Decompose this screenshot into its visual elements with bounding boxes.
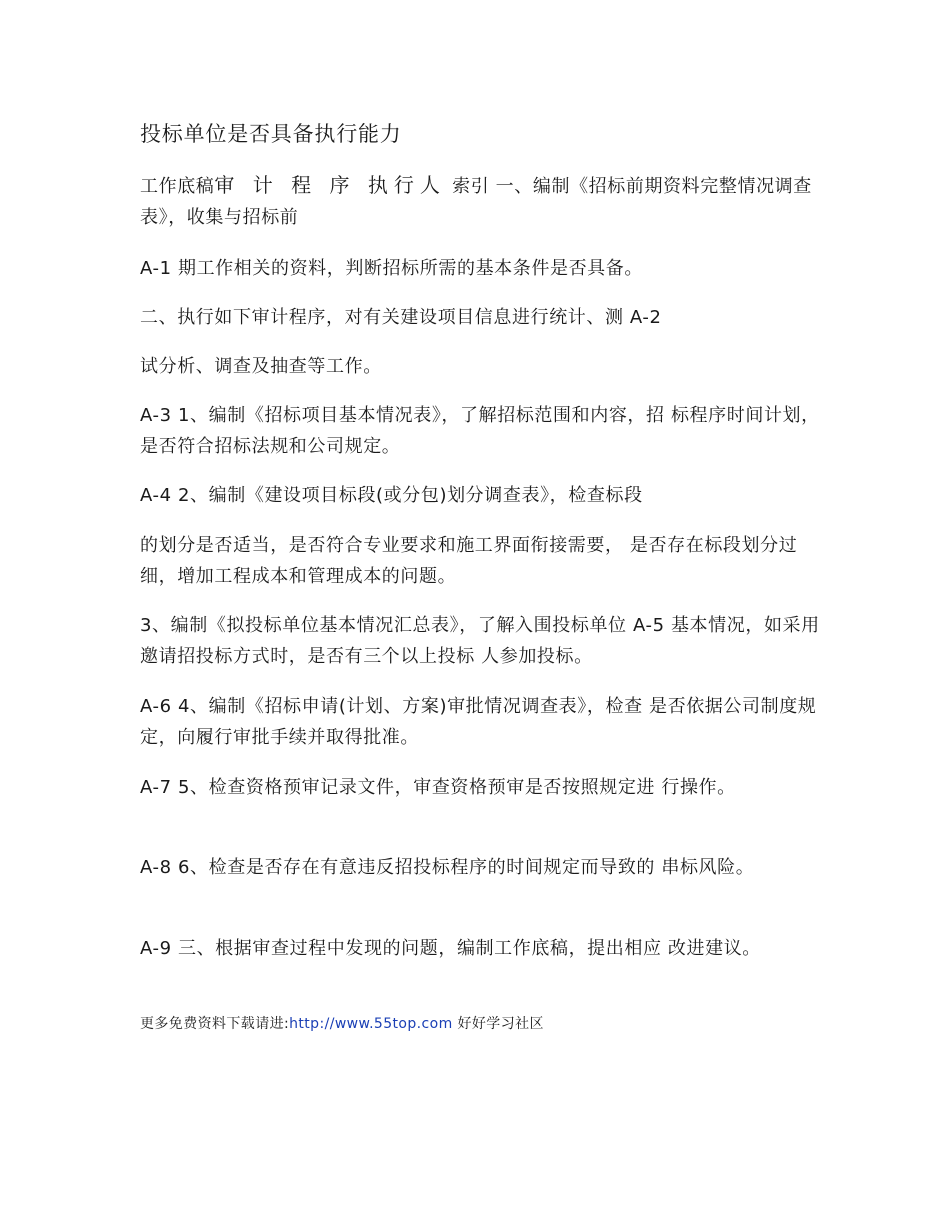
footer-link[interactable]: http://www.55top.com xyxy=(289,1016,453,1032)
paragraph-section-two-cont: 试分析、调查及抽查等工作。 xyxy=(140,356,382,377)
paragraph-a4: A-4 2、编制《建设项目标段(或分包)划分调查表》，检查标段 xyxy=(140,485,643,506)
paragraph-a8: A-8 6、检查是否存在有意违反招投标程序的时间规定而导致的 串标风险。 xyxy=(140,857,755,878)
paragraph-a1: A-1 期工作相关的资料，判断招标所需的基本条件是否具备。 xyxy=(140,258,643,279)
paragraph-a9: A-9 三、根据审查过程中发现的问题，编制工作底稿，提出相应 改进建议。 xyxy=(140,938,761,959)
paragraph-a7: A-7 5、检查资格预审记录文件，审查资格预审是否按照规定进 行操作。 xyxy=(140,777,736,798)
paragraph-a4-cont: 的划分是否适当，是否符合专业要求和施工界面衔接需要， 是否存在标段划分过细，增加工程成本和管理成本的问题。 xyxy=(140,535,798,587)
header-part-audit-procedure: 审 计 程 序 执行人 xyxy=(214,173,446,197)
header-part-index: 索引 一、编制《招标前期资料完整情况调查表》，收集与招标前 xyxy=(140,176,812,228)
paragraph-a3: A-3 1、编制《招标项目基本情况表》，了解招标范围和内容，招 标程序时间计划，是否符合招标法规和公司规定。 xyxy=(140,405,820,457)
paragraph-a6: A-6 4、编制《招标申请(计划、方案)审批情况调查表》，检查 是否依据公司制度规定，向履行审批手续并取得批准。 xyxy=(140,696,817,748)
paragraph-a5: 3、编制《拟投标单位基本情况汇总表》，了解入围投标单位 A-5 基本情况，如采用邀请招投标方式时，是否有三个以上投标 人参加投标。 xyxy=(140,615,820,667)
header-part-workpaper: 工作底稿 xyxy=(140,176,215,197)
footer-line xyxy=(140,1012,544,1036)
header-paragraph xyxy=(140,170,820,233)
footer-prefix: 更多免费资料下载请进: xyxy=(140,1016,290,1032)
footer-suffix: 好好学习社区 xyxy=(452,1016,544,1032)
paragraph-section-two: 二、执行如下审计程序，对有关建设项目信息进行统计、测 A-2 xyxy=(140,307,662,328)
document-title: 投标单位是否具备执行能力 xyxy=(140,122,402,146)
